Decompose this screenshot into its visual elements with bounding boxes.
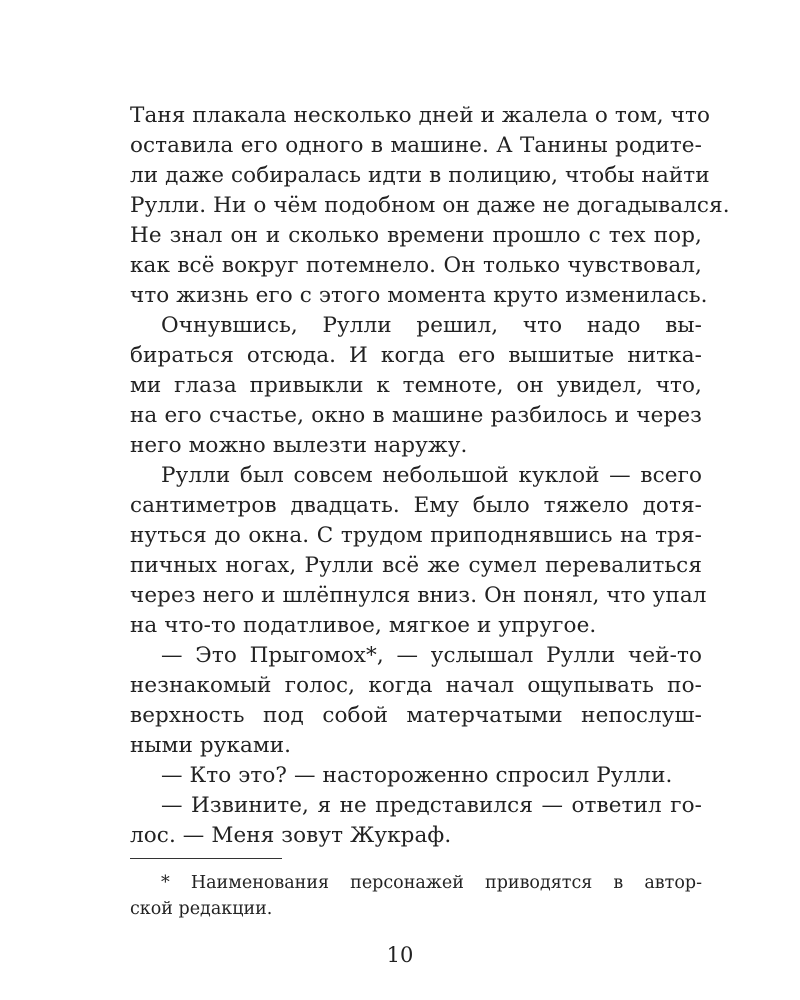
text-line: сантиметров двадцать. Ему было тяжело дотя- (130, 493, 702, 518)
text-line: Рулли. Ни о чём подобном он даже не догадывался. (130, 193, 730, 218)
text-line: — Извините, я не представился — ответил го- (161, 793, 702, 818)
text-line: через него и шлёпнулся вниз. Он понял, что упал (130, 583, 707, 608)
text-line: ли даже собиралась идти в полицию, чтобы найти (130, 163, 710, 188)
text-line: на его счастье, окно в машине разбилось и через (130, 403, 702, 428)
footnote-line: * Наименования персонажей приводятся в автор- (161, 873, 702, 893)
text-line: пичных ногах, Рулли всё же сумел перевалиться (130, 553, 702, 578)
text-line: верхность под собой матерчатыми непослуш- (130, 703, 702, 728)
text-line: на что-то податливое, мягкое и упругое. (130, 613, 597, 638)
text-line: лос. — Меня зовут Жукраф. (130, 823, 452, 848)
text-line: него можно вылезти наружу. (130, 433, 468, 458)
text-line: оставила его одного в машине. А Танины родите- (130, 133, 702, 158)
text-line: нуться до окна. С трудом приподнявшись на тря- (130, 523, 702, 548)
page-number: 10 (386, 943, 414, 967)
text-line: что жизнь его с этого момента круто изменилась. (130, 283, 708, 308)
text-line: незнакомый голос, когда начал ощупывать по- (130, 673, 702, 698)
text-line: бираться отсюда. И когда его вышитые нитка- (130, 343, 702, 368)
text-line: — Это Прыгомох*, — услышал Рулли чей-то (161, 643, 702, 668)
text-line: как всё вокруг потемнело. Он только чувствовал, (130, 253, 702, 278)
text-line: ными руками. (130, 733, 292, 758)
text-line: Очнувшись, Рулли решил, что надо вы- (161, 313, 702, 338)
text-line: — Кто это? — настороженно спросил Рулли. (161, 763, 673, 788)
text-line: Рулли был совсем небольшой куклой — всего (161, 463, 702, 488)
text-line: ми глаза привыкли к темноте, он увидел, что, (130, 373, 702, 398)
footnote-rule (130, 858, 282, 859)
text-line: Не знал он и сколько времени прошло с тех пор, (130, 223, 702, 248)
footnote-line: ской редакции. (130, 899, 273, 919)
text-line: Таня плакала несколько дней и жалела о том, что (130, 103, 710, 128)
